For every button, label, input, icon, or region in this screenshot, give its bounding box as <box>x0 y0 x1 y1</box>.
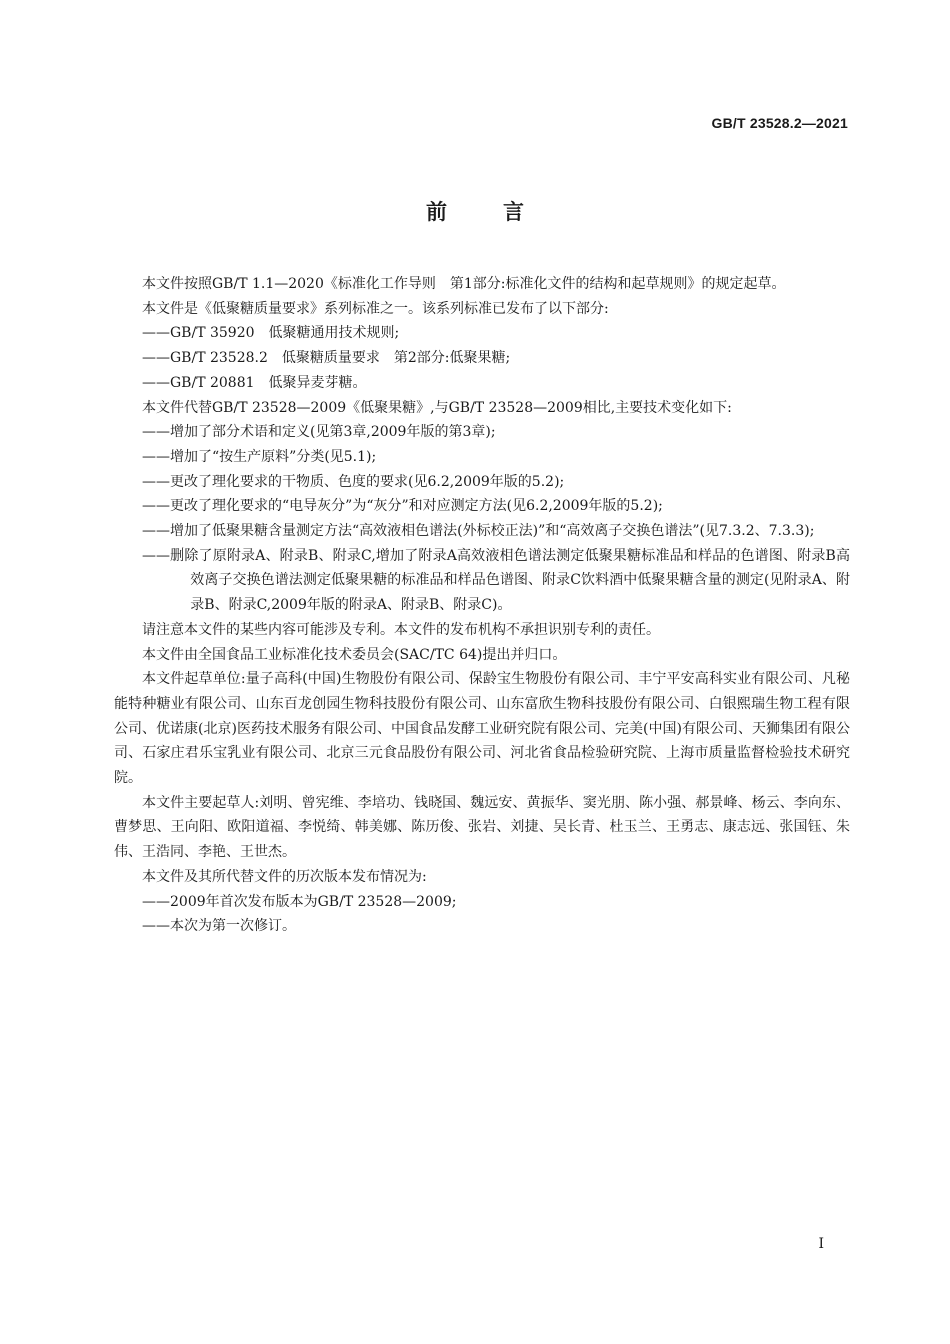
list-item: ——GB/T 35920 低聚糖通用技术规则; <box>142 325 400 342</box>
paragraph: 本文件起草单位:量子高科(中国)生物股份有限公司、保龄宝生物股份有限公司、丰宁平安高科实业有限公司、凡秘能特种糖业有限公司、山东百龙创园生物科技股份有限公司、山东富欣生物科技股份有限公司、白银熙瑞生物工程有限公司、优诺康(北京)医药技术服务有限公司、中国食品发酵工业研究院有限公司、完美(中国)有限公司、天狮集团有限公司、石家庄君乐宝乳业有限公司、北京三元食品股份有限公司、河北省食品检验研究院、上海市质量监督检验技术研究院。 <box>114 671 850 787</box>
document-body <box>114 272 850 939</box>
list-item: ——GB/T 20881 低聚异麦芽糖。 <box>142 374 367 391</box>
page-title: 前言 <box>426 200 580 224</box>
list-item: ——更改了理化要求的干物质、色度的要求(见6.2,2009年版的5.2); <box>142 473 565 490</box>
list-item: ——增加了低聚果糖含量测定方法“高效液相色谱法(外标校正法)”和“高效离子交换色谱法”(见7.3.2、7.3.3); <box>142 523 815 540</box>
paragraph: 本文件主要起草人:刘明、曾宪维、李培功、钱晓国、魏远安、黄振华、窦光朋、陈小强、郝景峰、杨云、李向东、曹梦思、王向阳、欧阳道福、李悦绮、韩美娜、陈历俊、张岩、刘捷、吴长青、杜玉兰、王勇志、康志远、张国钰、朱伟、王浩同、李艳、王世杰。 <box>114 794 850 861</box>
paragraph: 本文件及其所代替文件的历次版本发布情况为: <box>142 868 427 885</box>
paragraph: 请注意本文件的某些内容可能涉及专利。本文件的发布机构不承担识别专利的责任。 <box>142 621 660 638</box>
list-item: ——2009年首次发布版本为GB/T 23528—2009; <box>142 893 457 910</box>
list-item: ——本次为第一次修订。 <box>142 918 296 935</box>
list-item: ——删除了原附录A、附录B、附录C,增加了附录A高效液相色谱法测定低聚果糖标准品和样品的色谱图、附录B高效离子交换色谱法测定低聚果糖的标准品和样品色谱图、附录C饮料酒中低聚果糖含量的测定(见附录A、附录B、附录C,2009年版的附录A、附录B、附录C)。 <box>142 547 850 614</box>
standard-number: GB/T 23528.2—2021 <box>711 115 848 131</box>
paragraph: 本文件由全国食品工业标准化技术委员会(SAC/TC 64)提出并归口。 <box>142 646 567 663</box>
page-number: I <box>818 1236 824 1252</box>
list-item: ——更改了理化要求的“电导灰分”为“灰分”和对应测定方法(见6.2,2009年版的5.2); <box>142 498 663 515</box>
list-item: ——GB/T 23528.2 低聚糖质量要求 第2部分:低聚果糖; <box>142 350 511 367</box>
paragraph: 本文件按照GB/T 1.1—2020《标准化工作导则 第1部分:标准化文件的结构和起草规则》的规定起草。 <box>142 276 786 292</box>
list-item: ——增加了“按生产原料”分类(见5.1); <box>142 448 377 465</box>
paragraph: 本文件代替GB/T 23528—2009《低聚果糖》,与GB/T 23528—2009相比,主要技术变化如下: <box>142 399 732 416</box>
list-item: ——增加了部分术语和定义(见第3章,2009年版的第3章); <box>142 424 496 441</box>
paragraph: 本文件是《低聚糖质量要求》系列标准之一。该系列标准已发布了以下部分: <box>142 300 609 317</box>
